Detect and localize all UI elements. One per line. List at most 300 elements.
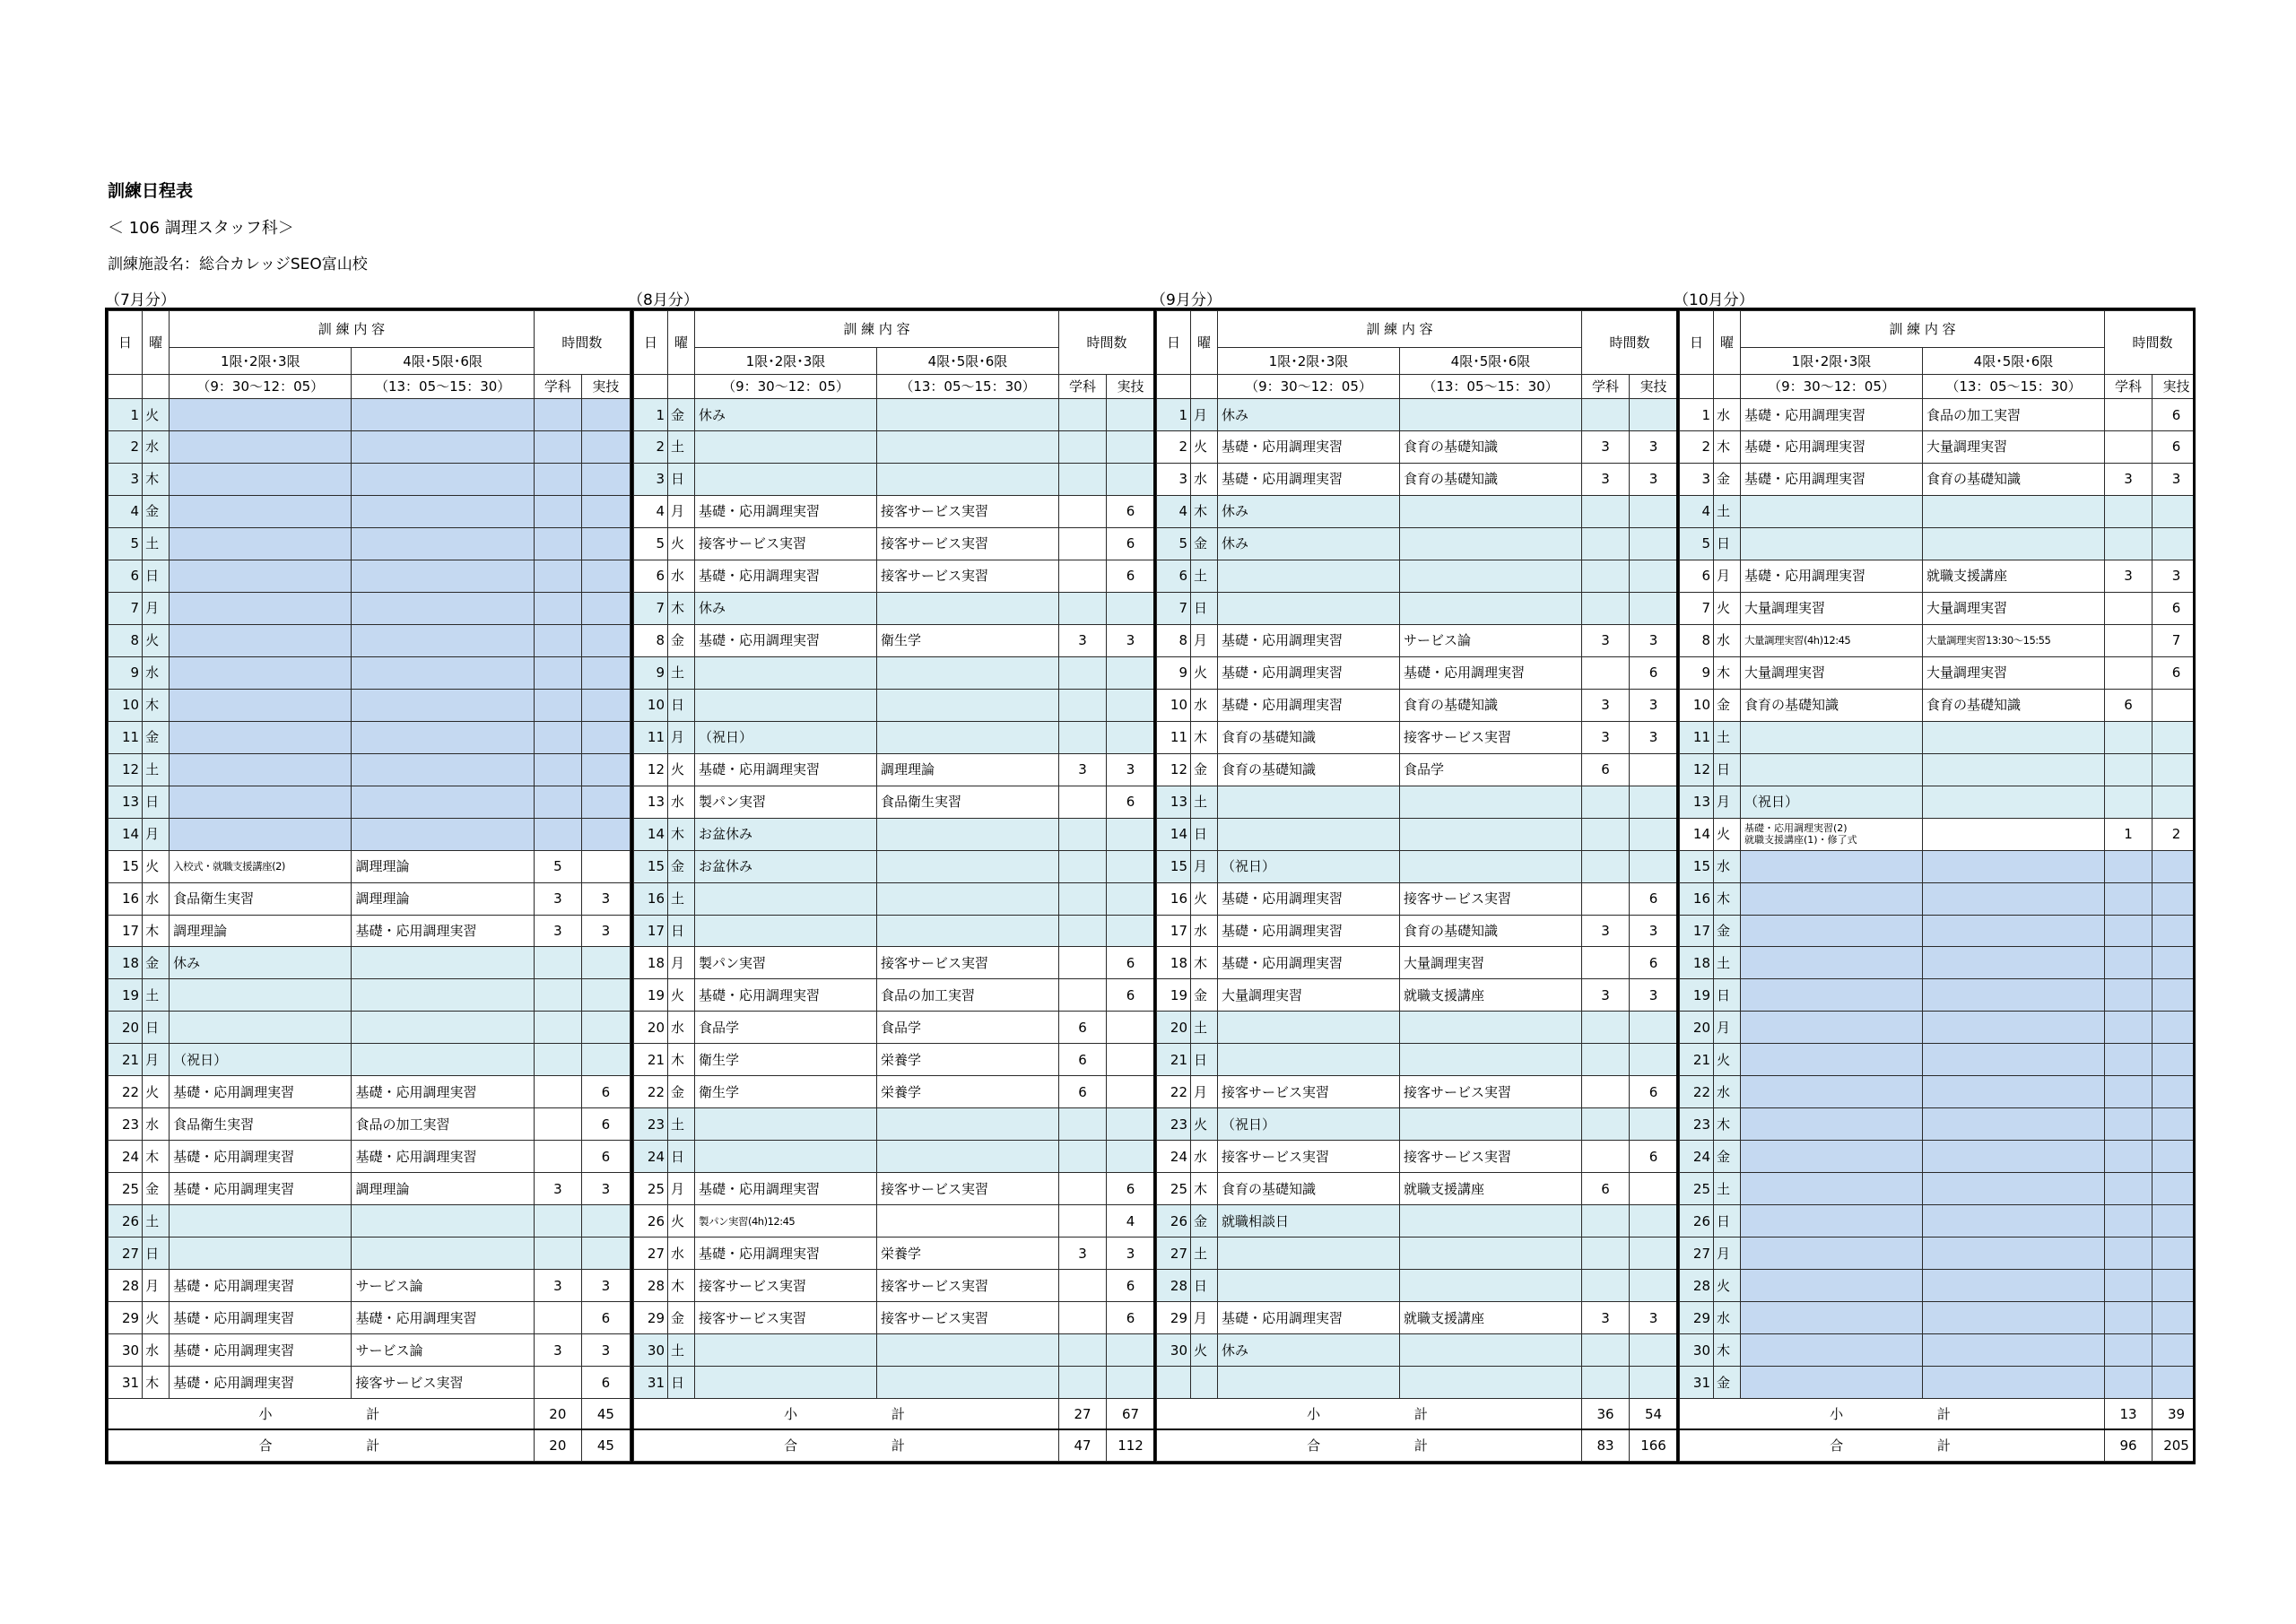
weekday-cell: 火 [143, 399, 170, 431]
am-class-cell: 食品学 [695, 1012, 877, 1044]
practice-hours-cell: 6 [1107, 1173, 1155, 1205]
table-row [634, 624, 1155, 656]
weekday-cell: 月 [1191, 399, 1218, 431]
pm-class-cell: 基礎・応用調理実習 [352, 1141, 534, 1173]
pm-class-cell [352, 463, 534, 495]
am-class-cell: 基礎・応用調理実習 [695, 1238, 877, 1270]
day-cell: 24 [109, 1141, 143, 1173]
theory-hours-cell [2105, 399, 2152, 431]
table-row [634, 689, 1155, 721]
table-row [1680, 1334, 2196, 1367]
day-cell: 28 [634, 1270, 668, 1302]
weekday-cell: 土 [668, 430, 695, 463]
pm-class-cell [352, 1012, 534, 1044]
weekday-cell: 水 [668, 786, 695, 818]
am-class-cell [170, 979, 352, 1012]
theory-hours-cell [1059, 560, 1107, 592]
practice-hours-cell: 3 [581, 1270, 630, 1302]
practice-hours-cell [2152, 1108, 2196, 1141]
weekday-cell: 水 [1714, 399, 1741, 431]
weekday-cell: 日 [1191, 1044, 1218, 1076]
practice-hours-cell: 3 [1630, 979, 1678, 1012]
weekday-cell: 月 [1714, 560, 1741, 592]
header-am-time: （9：30～12：05） [1741, 374, 1923, 398]
table-row [1157, 1238, 1678, 1270]
pm-class-cell [877, 1367, 1059, 1399]
total-row [109, 1429, 631, 1461]
theory-hours-cell [1059, 1270, 1107, 1302]
theory-hours-cell [534, 560, 581, 592]
header-pm: 4限･5限･6限 [877, 348, 1059, 374]
table-row [634, 1076, 1155, 1108]
table-row [1680, 1076, 2196, 1108]
theory-hours-cell [1582, 1205, 1630, 1238]
theory-hours-cell [2105, 1108, 2152, 1141]
weekday-cell: 金 [1191, 527, 1218, 560]
pm-class-cell [1923, 1141, 2105, 1173]
theory-hours-cell [2105, 1173, 2152, 1205]
am-class-cell: 大量調理実習 [1741, 592, 1923, 624]
am-class-cell [695, 1334, 877, 1367]
weekday-cell: 日 [143, 560, 170, 592]
weekday-cell: 土 [1191, 560, 1218, 592]
practice-hours-cell: 3 [581, 882, 630, 915]
header-content: 訓 練 内 容 [170, 311, 535, 348]
weekday-cell: 木 [143, 1367, 170, 1399]
subtotal-label: 小 計 [1157, 1399, 1582, 1430]
practice-hours-cell [1107, 592, 1155, 624]
practice-hours-cell [1107, 1108, 1155, 1141]
theory-hours-cell: 3 [1582, 689, 1630, 721]
day-cell: 24 [1680, 1141, 1714, 1173]
theory-hours-cell [1582, 1270, 1630, 1302]
pm-class-cell [352, 527, 534, 560]
am-class-cell [170, 1238, 352, 1270]
theory-hours-cell [2105, 495, 2152, 527]
practice-hours-cell [2152, 947, 2196, 979]
table-row [634, 1044, 1155, 1076]
pm-class-cell: 接客サービス実習 [877, 527, 1059, 560]
theory-hours-cell [534, 818, 581, 850]
pm-class-cell [877, 592, 1059, 624]
theory-hours-cell: 3 [1582, 430, 1630, 463]
day-cell: 3 [1157, 463, 1191, 495]
day-cell: 2 [109, 430, 143, 463]
practice-hours-cell [2152, 1044, 2196, 1076]
page-title: 訓練日程表 [108, 181, 194, 201]
pm-class-cell [1923, 1270, 2105, 1302]
table-row [634, 882, 1155, 915]
table-row [109, 430, 631, 463]
header-theory: 学科 [2105, 374, 2152, 398]
header-am: 1限･2限･3限 [170, 348, 352, 374]
pm-class-cell [1400, 1270, 1582, 1302]
theory-hours-cell: 6 [1059, 1076, 1107, 1108]
am-class-cell [1218, 1044, 1400, 1076]
pm-class-cell: 食品の加工実習 [352, 1108, 534, 1141]
am-class-cell: 基礎・応用調理実習 [1218, 624, 1400, 656]
weekday-cell: 火 [143, 1076, 170, 1108]
table-row [109, 656, 631, 689]
pm-class-cell [1923, 753, 2105, 786]
practice-hours-cell [1107, 463, 1155, 495]
practice-hours-cell [2152, 786, 2196, 818]
day-cell: 19 [109, 979, 143, 1012]
theory-hours-cell [2105, 1076, 2152, 1108]
day-cell: 7 [1157, 592, 1191, 624]
day-cell: 30 [1157, 1334, 1191, 1367]
pm-class-cell: 調理理論 [877, 753, 1059, 786]
practice-hours-cell [2152, 915, 2196, 947]
theory-hours-cell [1582, 1334, 1630, 1367]
table-row [634, 1205, 1155, 1238]
table-row [1157, 1108, 1678, 1141]
pm-class-cell: 食品学 [1400, 753, 1582, 786]
pm-class-cell [352, 430, 534, 463]
theory-hours-cell [1059, 850, 1107, 882]
practice-hours-cell [2152, 850, 2196, 882]
am-class-cell [1218, 1270, 1400, 1302]
theory-hours-cell [2105, 915, 2152, 947]
month-label: （10月分） [1674, 291, 1754, 309]
subtotal-theory-cell: 13 [2105, 1399, 2152, 1430]
day-cell: 13 [109, 786, 143, 818]
practice-hours-cell: 6 [2152, 399, 2196, 431]
header-day: 日 [1157, 311, 1191, 375]
practice-hours-cell [2152, 1367, 2196, 1399]
pm-class-cell: サービス論 [352, 1334, 534, 1367]
theory-hours-cell [1582, 560, 1630, 592]
pm-class-cell [877, 818, 1059, 850]
day-cell: 31 [634, 1367, 668, 1399]
am-class-cell [170, 753, 352, 786]
pm-class-cell [1923, 1367, 2105, 1399]
header-hours: 時間数 [2105, 311, 2196, 375]
weekday-cell: 土 [668, 656, 695, 689]
am-class-cell: 大量調理実習 [1218, 979, 1400, 1012]
weekday-cell: 火 [1714, 1270, 1741, 1302]
practice-hours-cell [1630, 495, 1678, 527]
practice-hours-cell [1107, 430, 1155, 463]
practice-hours-cell: 6 [1107, 786, 1155, 818]
weekday-cell: 金 [1714, 1367, 1741, 1399]
am-class-cell: 接客サービス実習 [1218, 1076, 1400, 1108]
weekday-cell: 金 [143, 947, 170, 979]
pm-class-cell [877, 850, 1059, 882]
weekday-cell: 木 [1191, 495, 1218, 527]
theory-hours-cell [2105, 786, 2152, 818]
theory-hours-cell: 3 [2105, 560, 2152, 592]
practice-hours-cell: 3 [1107, 1238, 1155, 1270]
am-class-cell: （祝日） [1741, 786, 1923, 818]
header-hours: 時間数 [1059, 311, 1155, 375]
practice-hours-cell [2152, 1173, 2196, 1205]
header-day: 日 [109, 311, 143, 375]
theory-hours-cell [1582, 1012, 1630, 1044]
theory-hours-cell [534, 1141, 581, 1173]
weekday-cell: 月 [1714, 1012, 1741, 1044]
pm-class-cell [877, 399, 1059, 431]
pm-class-cell [1400, 1108, 1582, 1141]
day-cell: 25 [1157, 1173, 1191, 1205]
practice-hours-cell [581, 850, 630, 882]
day-cell: 18 [109, 947, 143, 979]
day-cell: 19 [1157, 979, 1191, 1012]
practice-hours-cell [581, 1205, 630, 1238]
weekday-cell: 木 [1714, 1108, 1741, 1141]
practice-hours-cell [2152, 1238, 2196, 1270]
table-row [1680, 721, 2196, 753]
header-am-time: （9：30～12：05） [695, 374, 877, 398]
day-cell: 2 [634, 430, 668, 463]
weekday-cell: 火 [143, 624, 170, 656]
am-class-cell: 基礎・応用調理実習 [1218, 915, 1400, 947]
practice-hours-cell [2152, 753, 2196, 786]
theory-hours-cell: 6 [1059, 1044, 1107, 1076]
theory-hours-cell [534, 656, 581, 689]
day-cell: 9 [1680, 656, 1714, 689]
table-row [634, 979, 1155, 1012]
theory-hours-cell: 3 [534, 1334, 581, 1367]
table-row [634, 560, 1155, 592]
practice-hours-cell [2152, 1334, 2196, 1367]
theory-hours-cell [2105, 1238, 2152, 1270]
practice-hours-cell: 3 [2152, 463, 2196, 495]
practice-hours-cell: 3 [1630, 915, 1678, 947]
am-class-cell: 基礎・応用調理実習 [170, 1334, 352, 1367]
table-row [1680, 1205, 2196, 1238]
table-row [1157, 1141, 1678, 1173]
pm-class-cell [1400, 1012, 1582, 1044]
am-class-cell: 休み [1218, 495, 1400, 527]
table-row [109, 850, 631, 882]
day-cell: 5 [1680, 527, 1714, 560]
practice-hours-cell [1107, 656, 1155, 689]
day-cell: 26 [1680, 1205, 1714, 1238]
day-cell: 27 [109, 1238, 143, 1270]
header-pm-time: （13：05～15：30） [877, 374, 1059, 398]
day-cell: 23 [109, 1108, 143, 1141]
day-cell: 11 [109, 721, 143, 753]
day-cell: 31 [1680, 1367, 1714, 1399]
day-cell: 6 [1680, 560, 1714, 592]
theory-hours-cell [1059, 947, 1107, 979]
weekday-cell: 日 [668, 1141, 695, 1173]
weekday-cell: 月 [143, 592, 170, 624]
day-cell: 26 [1157, 1205, 1191, 1238]
table-row [634, 527, 1155, 560]
pm-class-cell [1923, 1205, 2105, 1238]
pm-class-cell [877, 882, 1059, 915]
theory-hours-cell [1582, 1076, 1630, 1108]
practice-hours-cell: 3 [581, 1334, 630, 1367]
am-class-cell [1218, 560, 1400, 592]
day-cell: 26 [109, 1205, 143, 1238]
facility-name: 訓練施設名：総合カレッジSEO富山校 [108, 256, 368, 274]
theory-hours-cell [2105, 1270, 2152, 1302]
practice-hours-cell [1630, 1108, 1678, 1141]
am-class-cell [1741, 1141, 1923, 1173]
practice-hours-cell [581, 753, 630, 786]
practice-hours-cell [581, 721, 630, 753]
day-cell: 24 [634, 1141, 668, 1173]
table-row [109, 753, 631, 786]
table-row [1157, 689, 1678, 721]
practice-hours-cell [1107, 915, 1155, 947]
theory-hours-cell [1582, 399, 1630, 431]
pm-class-cell [877, 430, 1059, 463]
table-row [634, 1334, 1155, 1367]
practice-hours-cell: 6 [2152, 656, 2196, 689]
am-class-cell: 基礎・応用調理実習 [695, 979, 877, 1012]
table-row [1157, 786, 1678, 818]
theory-hours-cell: 3 [534, 1173, 581, 1205]
day-cell: 6 [109, 560, 143, 592]
theory-hours-cell: 3 [534, 1270, 581, 1302]
weekday-cell: 日 [143, 1012, 170, 1044]
theory-hours-cell [534, 1108, 581, 1141]
day-cell: 9 [109, 656, 143, 689]
theory-hours-cell [1059, 592, 1107, 624]
table-row [109, 1238, 631, 1270]
day-cell: 17 [634, 915, 668, 947]
table-row [109, 1108, 631, 1141]
day-cell: 15 [634, 850, 668, 882]
pm-class-cell [352, 495, 534, 527]
practice-hours-cell [581, 463, 630, 495]
weekday-cell: 月 [1714, 786, 1741, 818]
weekday-cell: 金 [143, 721, 170, 753]
day-cell: 14 [1680, 818, 1714, 850]
am-class-cell: 基礎・応用調理実習 [1741, 463, 1923, 495]
weekday-cell: 日 [1714, 753, 1741, 786]
pm-class-cell: 食育の基礎知識 [1400, 915, 1582, 947]
table-row [109, 1044, 631, 1076]
subtotal-row [109, 1399, 631, 1430]
table-row [1680, 1238, 2196, 1270]
day-cell: 30 [634, 1334, 668, 1367]
theory-hours-cell: 3 [1582, 915, 1630, 947]
pm-class-cell [1923, 882, 2105, 915]
theory-hours-cell [1059, 818, 1107, 850]
day-cell: 13 [634, 786, 668, 818]
day-cell: 21 [1157, 1044, 1191, 1076]
day-cell: 12 [1157, 753, 1191, 786]
theory-hours-cell [534, 495, 581, 527]
table-row [109, 495, 631, 527]
theory-hours-cell [1059, 1367, 1107, 1399]
pm-class-cell: 大量調理実習 [1923, 592, 2105, 624]
theory-hours-cell: 3 [2105, 463, 2152, 495]
am-class-cell: 基礎・応用調理実習 [170, 1076, 352, 1108]
pm-class-cell: 接客サービス実習 [877, 1173, 1059, 1205]
am-class-cell: 基礎・応用調理実習 [170, 1367, 352, 1399]
day-cell: 21 [109, 1044, 143, 1076]
table-row [634, 399, 1155, 431]
am-class-cell: 接客サービス実習 [695, 1302, 877, 1334]
weekday-cell: 月 [143, 1044, 170, 1076]
table-row [1157, 399, 1678, 431]
theory-hours-cell [2105, 1205, 2152, 1238]
practice-hours-cell [581, 818, 630, 850]
day-cell: 12 [634, 753, 668, 786]
weekday-cell: 水 [668, 1012, 695, 1044]
weekday-cell [1191, 1367, 1218, 1399]
practice-hours-cell [1630, 786, 1678, 818]
am-class-cell: 基礎・応用調理実習 [170, 1302, 352, 1334]
day-cell: 28 [109, 1270, 143, 1302]
pm-class-cell [1923, 1238, 2105, 1270]
weekday-cell: 水 [1191, 689, 1218, 721]
am-class-cell: 基礎・応用調理実習 [1218, 463, 1400, 495]
am-class-cell [695, 689, 877, 721]
practice-hours-cell: 3 [1630, 624, 1678, 656]
header-theory: 学科 [1059, 374, 1107, 398]
day-cell: 21 [1680, 1044, 1714, 1076]
table-row [109, 1270, 631, 1302]
practice-hours-cell [1630, 753, 1678, 786]
table-row [1157, 1076, 1678, 1108]
am-class-cell [170, 689, 352, 721]
am-class-cell [1741, 753, 1923, 786]
table-row [109, 818, 631, 850]
header-theory: 学科 [1582, 374, 1630, 398]
weekday-cell: 木 [668, 818, 695, 850]
month-label: （9月分） [1151, 291, 1222, 309]
practice-hours-cell: 6 [1107, 560, 1155, 592]
table-row [634, 495, 1155, 527]
day-cell: 22 [1680, 1076, 1714, 1108]
weekday-cell: 日 [1714, 527, 1741, 560]
day-cell: 16 [1680, 882, 1714, 915]
table-row [1680, 1108, 2196, 1141]
total-practice-cell: 205 [2152, 1429, 2196, 1461]
theory-hours-cell [1582, 850, 1630, 882]
practice-hours-cell [1630, 1238, 1678, 1270]
am-class-cell: 基礎・応用調理実習 [170, 1173, 352, 1205]
pm-class-cell [352, 947, 534, 979]
pm-class-cell [877, 1141, 1059, 1173]
table-row [109, 1012, 631, 1044]
course-name: ＜ 106 調理スタッフ科＞ [108, 219, 294, 238]
am-class-cell [170, 656, 352, 689]
day-cell: 7 [109, 592, 143, 624]
pm-class-cell [1400, 560, 1582, 592]
weekday-cell: 金 [668, 624, 695, 656]
header-am-time: （9：30～12：05） [1218, 374, 1400, 398]
weekday-cell: 金 [668, 850, 695, 882]
table-row [634, 592, 1155, 624]
theory-hours-cell [534, 592, 581, 624]
weekday-cell: 土 [668, 1108, 695, 1141]
pm-class-cell: 接客サービス実習 [877, 560, 1059, 592]
month-block [1676, 310, 2193, 1462]
table-row [1680, 882, 2196, 915]
pm-class-cell [1923, 1108, 2105, 1141]
weekday-cell: 水 [1191, 915, 1218, 947]
subtotal-row [1680, 1399, 2196, 1430]
am-class-cell: 接客サービス実習 [695, 527, 877, 560]
day-cell: 10 [109, 689, 143, 721]
table-row [634, 1141, 1155, 1173]
am-class-cell [695, 1141, 877, 1173]
weekday-cell: 月 [143, 1270, 170, 1302]
table-row [109, 527, 631, 560]
theory-hours-cell: 3 [1582, 463, 1630, 495]
am-class-cell: 製パン実習 [695, 786, 877, 818]
table-row [1680, 592, 2196, 624]
pm-class-cell [1400, 786, 1582, 818]
